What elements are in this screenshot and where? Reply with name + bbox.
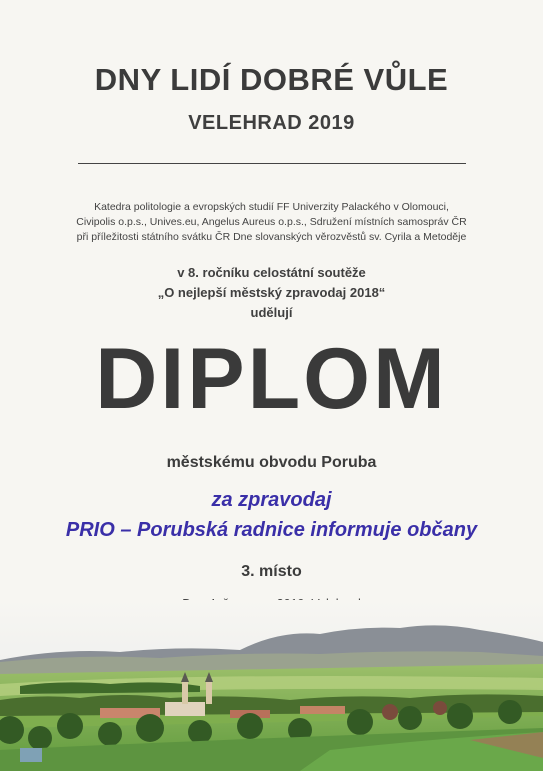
competition-line-1: v 8. ročníku celostátní soutěže [177,265,366,280]
organizer-line-2: Civipolis o.p.s., Unives.eu, Angelus Aureus o.p.s., Sdružení místních samospráv ČR [76,216,467,228]
organizer-line-3: při příležitosti státního svátku ČR Dne slovanských věrozvěstů sv. Cyrila a Metoděje [76,231,467,243]
recipient: městskému obvodu Poruba [166,454,377,471]
magazine-name: PRIO – Porubská radnice informuje občany [65,519,478,541]
diploma-heading: DIPLOM [95,331,448,427]
competition-line-3: udělují [250,305,293,320]
award-place: 3. místo [241,563,302,580]
landscape-photo [0,600,543,771]
award-for: za zpravodaj [211,489,332,511]
event-title: DNY LIDÍ DOBRÉ VŮLE [94,62,449,97]
divider [78,163,466,164]
competition-line-2: „O nejlepší městský zpravodaj 2018“ [157,285,386,300]
organizer-line-1: Katedra politologie a evropských studií FF Univerzity Palackého v Olomouci, [94,201,449,213]
event-subtitle: VELEHRAD 2019 [188,112,355,134]
